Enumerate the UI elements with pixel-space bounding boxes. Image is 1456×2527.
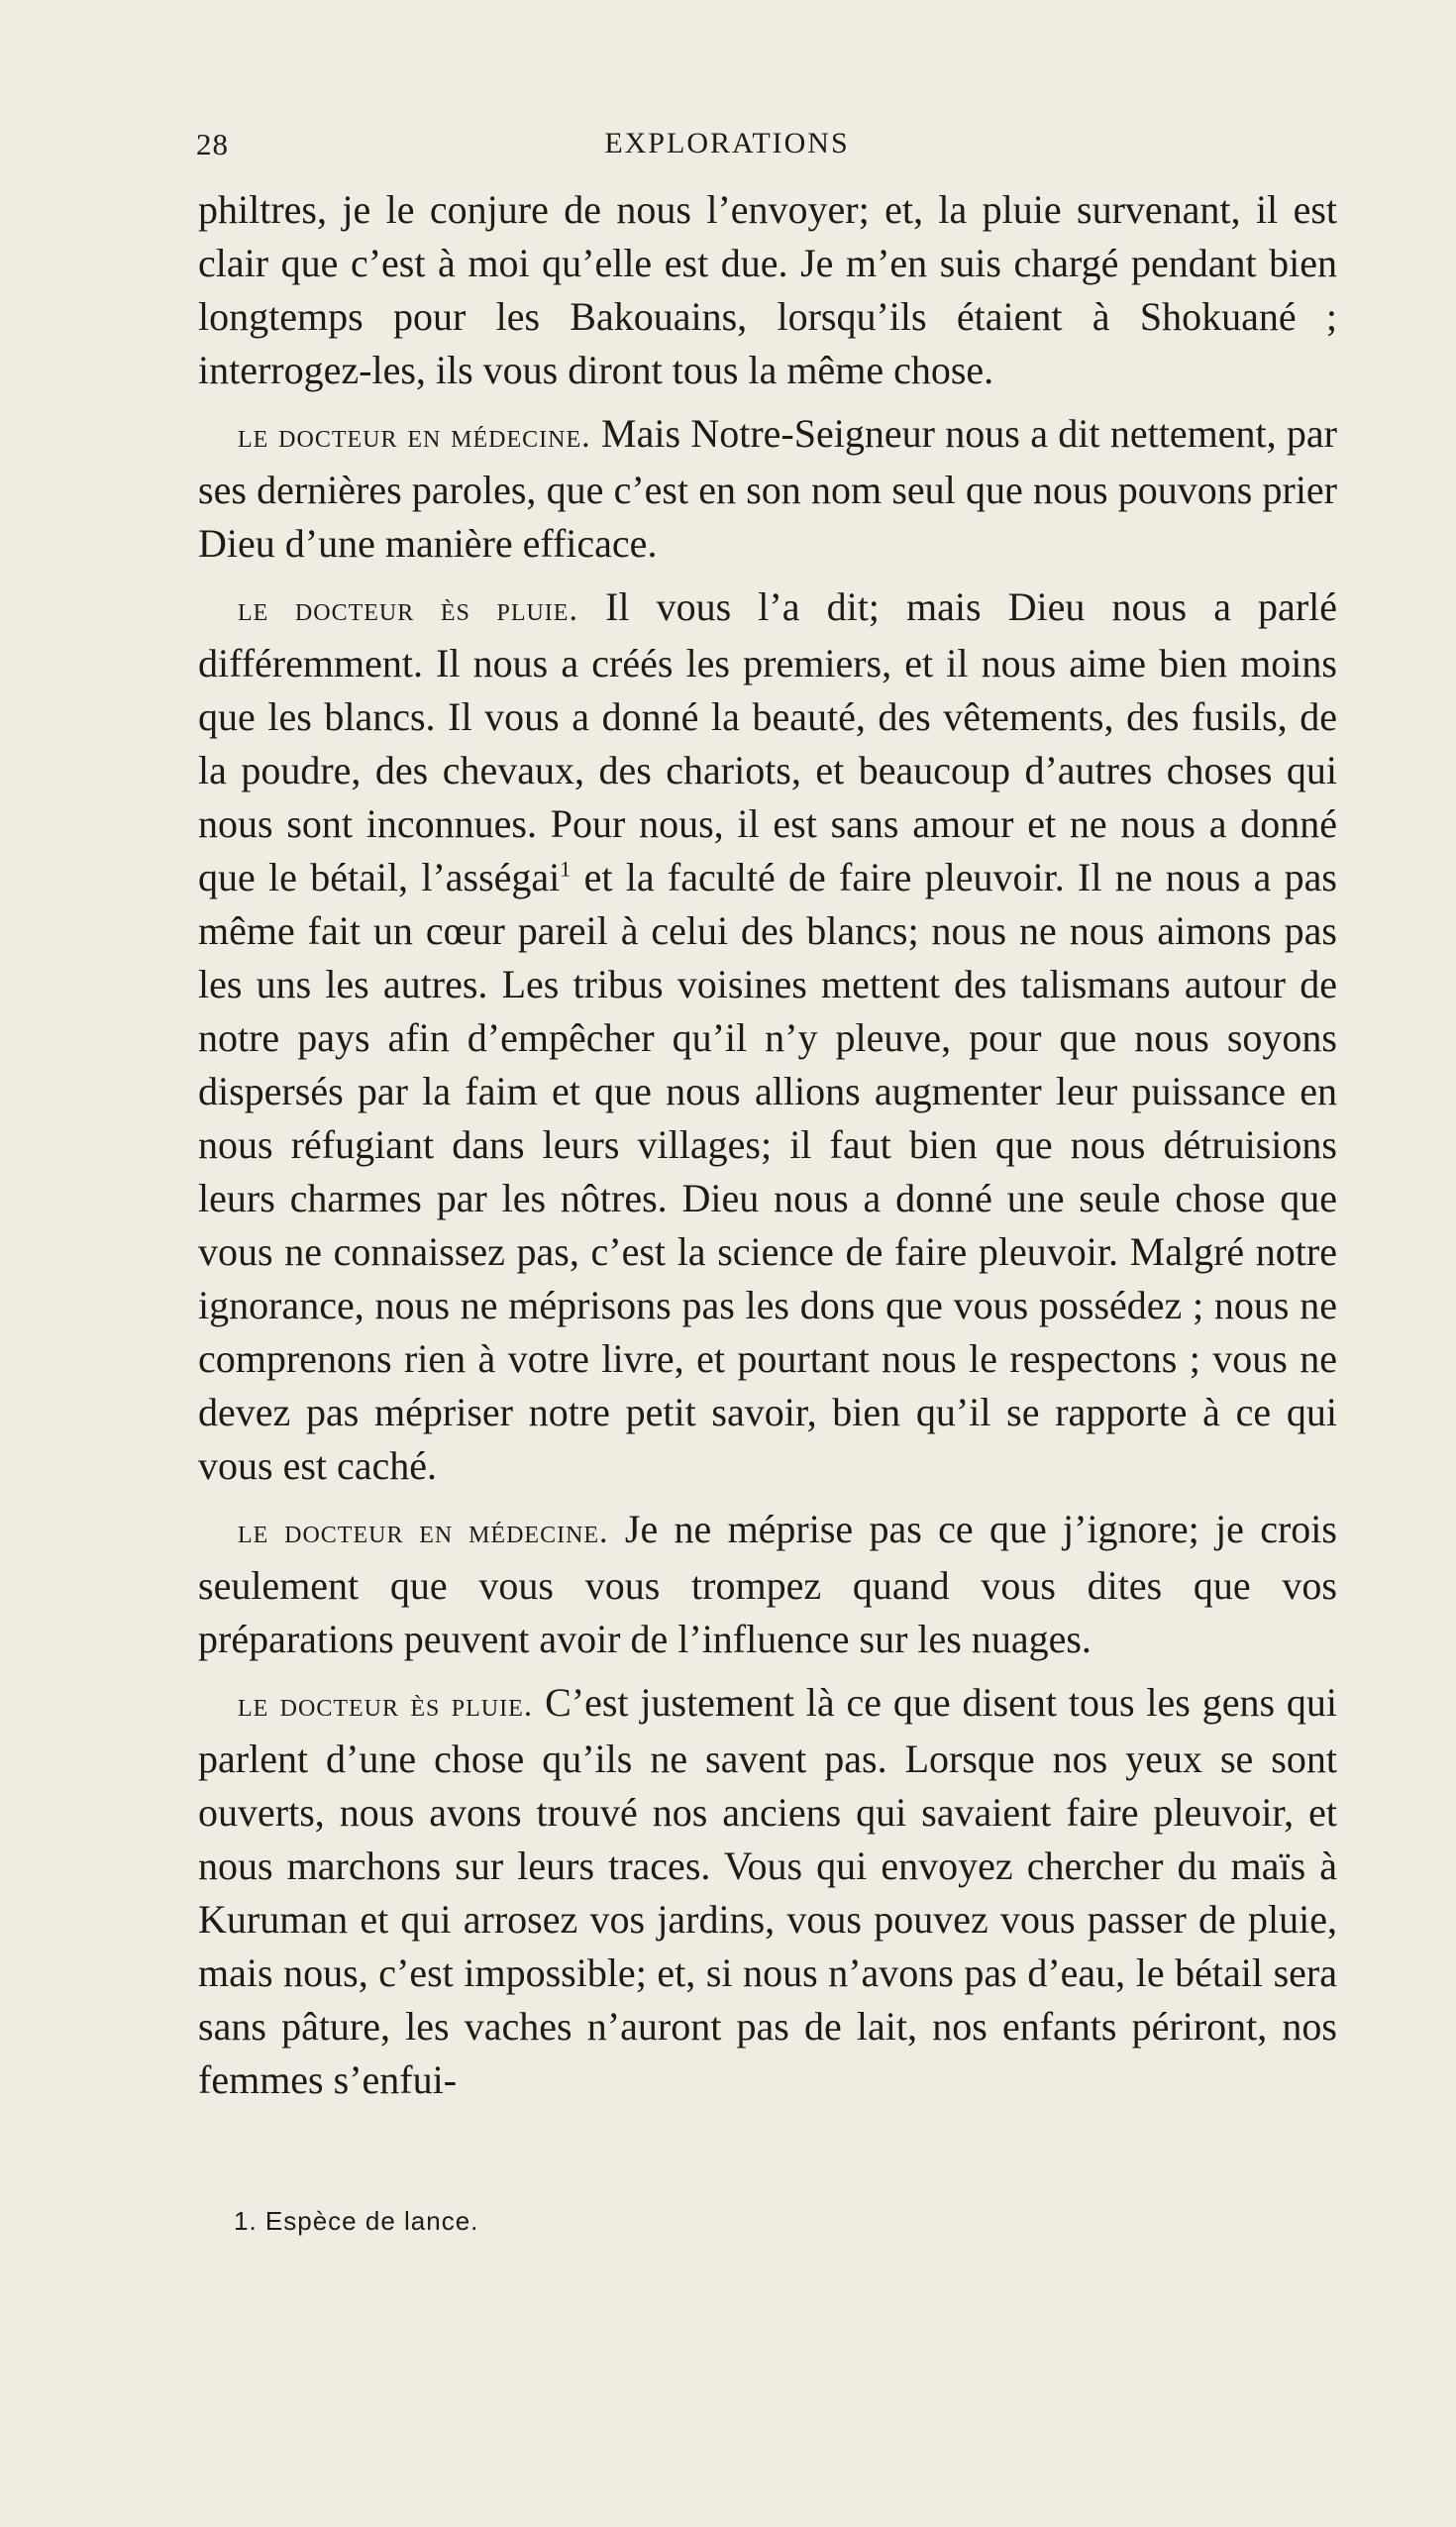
speaker-name: le docteur ès pluie. bbox=[238, 1687, 534, 1724]
paragraph-text: et la faculté de faire pleuvoir. Il ne nous a pas même fait un cœur pareil à celui des blancs; nous ne nous aimons pas les uns les autres. Les tribus voisines mettent des talismans autour de notre pays afin d’empêcher qu’il n’y pleuve, pour que nous soyons dispersés par la faim et que nous allions augmenter leur puissance en nous réfugiant dans leurs villages; il faut bien que nous détruisions leurs charmes par les nôtres. Dieu nous a donné une seule chose que vous ne connaissez pas, c’est la science de faire pleuvoir. Malgré notre ignorance, nous ne méprisons pas les dons que vous possédez ; nous ne comprenons rien à votre livre, et pourtant nous le respectons ; vous ne devez pas mépriser notre petit savoir, bien qu’il se rapporte à ce qui vous est caché. bbox=[198, 855, 1337, 1488]
paragraph-text: C’est justement là ce que disent tous les gens qui parlent d’une chose qu’ils ne savent pas. Lorsque nos yeux se sont ouverts, nous avons trouvé nos anciens qui savaient faire pleuvoir, et nous marchons sur leurs traces. Vous qui envoyez chercher du maïs à Kuruman et qui arrosez vos jardins, vous pouvez vous passer de pluie, mais nous, c’est impossible; et, si nous n’avons pas d’eau, le bétail sera sans pâture, les vaches n’auront pas de lait, nos enfants périront, nos femmes s’enfui- bbox=[198, 1680, 1338, 2102]
body-text bbox=[198, 183, 1337, 2107]
speaker-name: le docteur en médecine. bbox=[238, 1514, 609, 1550]
paragraph bbox=[198, 183, 1337, 397]
speaker-name: le docteur ès pluie. bbox=[238, 591, 578, 628]
speaker-name: le docteur en médecine. bbox=[238, 418, 591, 455]
footnote: 1. Espèce de lance. bbox=[234, 2206, 479, 2236]
paragraph-text: philtres, je le conjure de nous l’envoyer; et, la pluie survenant, il est clair que c’est à moi qu’elle est due. Je m’en suis chargé pendant bien longtemps pour les Bakouains, lorsqu’ils étaient à Shokuané ; interrogez-les, ils vous diront tous la même chose. bbox=[198, 187, 1337, 392]
paragraph-text: Mais Notre-Seigneur nous a dit nettement, par ses dernières paroles, que c’est en son nom seul que nous pouvons prier Dieu d’une manière efficace. bbox=[198, 411, 1337, 566]
paragraph bbox=[198, 1676, 1337, 2107]
page-header bbox=[196, 127, 1258, 166]
paragraph bbox=[198, 1503, 1337, 1666]
paragraph bbox=[198, 580, 1337, 1493]
paragraph-text: Je ne méprise pas ce que j’ignore; je crois seulement que vous vous trompez quand vous dites que vos préparations peuvent avoir de l’influence sur les nuages. bbox=[198, 1507, 1337, 1661]
paragraph bbox=[198, 407, 1337, 571]
running-title: EXPLORATIONS bbox=[604, 127, 850, 159]
footnote-reference: 1 bbox=[560, 856, 572, 882]
paragraph-text: Il vous l’a dit; mais Dieu nous a parlé différemment. Il nous a créés les premiers, et il nous aime bien moins que les blancs. Il vous a donné la beauté, des vêtements, des fusils, de la poudre, des chevaux, des chariots, et beaucoup d’autres choses qui nous sont inconnues. Pour nous, il est sans amour et ne nous a donné que le bétail, l’asségai bbox=[198, 584, 1338, 899]
page-number: 28 bbox=[196, 127, 229, 161]
